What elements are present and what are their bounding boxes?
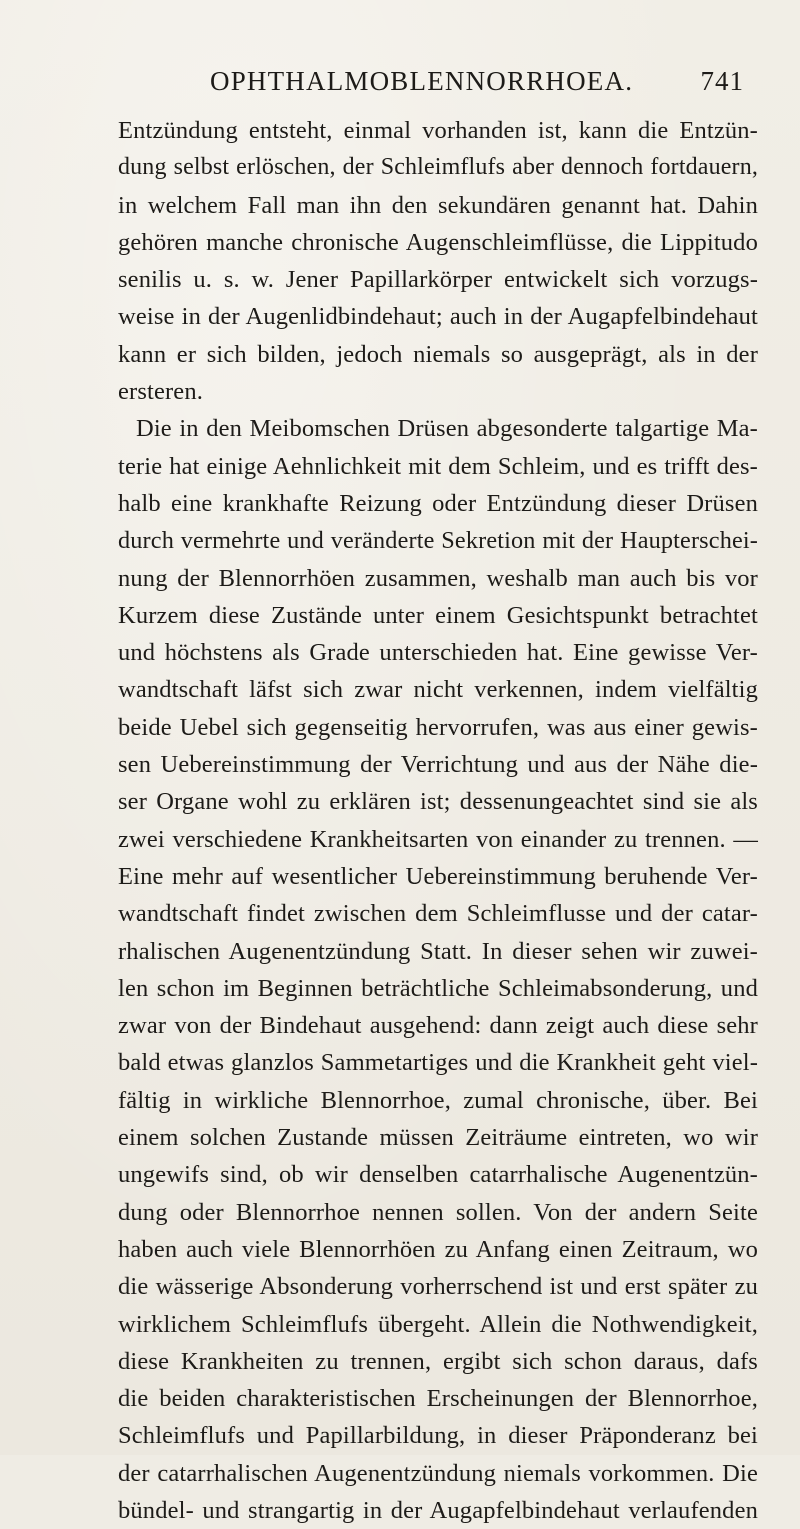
- text-line: Kurzem diese Zustände unter einem Gesichtspunkt betrachtet: [118, 601, 758, 629]
- running-head: [118, 66, 758, 106]
- text-line: len schon im Beginnen beträchtliche Schleimabsonderung, und: [118, 974, 758, 1002]
- text-line: ungewifs sind, ob wir denselben catarrhalische Augenentzün-: [118, 1161, 758, 1189]
- text-line: bündel- und strangartig in der Augapfelbindehaut verlaufenden: [118, 1496, 758, 1524]
- text-line: beide Uebel sich gegenseitig hervorrufen, was aus einer gewis-: [118, 713, 758, 741]
- text-line: der catarrhalischen Augenentzündung niemals vorkommen. Die: [118, 1459, 758, 1487]
- text-line: wandtschaft findet zwischen dem Schleimflusse und der catar-: [118, 900, 758, 928]
- page-number: 741: [700, 66, 744, 96]
- text-line: kann er sich bilden, jedoch niemals so ausgeprägt, als in der: [118, 340, 758, 368]
- text-line: sen Uebereinstimmung der Verrichtung und aus der Nähe die-: [118, 751, 758, 779]
- text-line: fältig in wirkliche Blennorrhoe, zumal chronische, über. Bei: [118, 1086, 758, 1114]
- text-line: Eine mehr auf wesentlicher Uebereinstimmung beruhende Ver-: [118, 862, 758, 890]
- text-line: gehören manche chronische Augenschleimflüsse, die Lippitudo: [118, 228, 758, 256]
- text-line: dung selbst erlöschen, der Schleimflufs aber dennoch fortdauern,: [118, 154, 758, 181]
- text-line: zwar von der Bindehaut ausgehend: dann zeigt auch diese sehr: [118, 1012, 758, 1040]
- text-line: terie hat einige Aehnlichkeit mit dem Schleim, und es trifft des-: [118, 452, 758, 480]
- text-line: Entzündung entsteht, einmal vorhanden ist, kann die Entzün-: [118, 117, 758, 144]
- text-line: durch vermehrte und veränderte Sekretion mit der Haupterschei-: [118, 527, 758, 555]
- text-line: halb eine krankhafte Reizung oder Entzündung dieser Drüsen: [118, 489, 758, 517]
- text-line: ser Organe wohl zu erklären ist; dessenungeachtet sind sie als: [118, 788, 758, 816]
- text-line: haben auch viele Blennorrhöen zu Anfang einen Zeitraum, wo: [118, 1235, 758, 1263]
- text-line: dung oder Blennorrhoe nennen sollen. Von der andern Seite: [118, 1198, 758, 1226]
- text-line: einem solchen Zustande müssen Zeiträume eintreten, wo wir: [118, 1124, 758, 1152]
- text-line: bald etwas glanzlos Sammetartiges und die Krankheit geht viel-: [118, 1049, 758, 1077]
- text-line: weise in der Augenlidbindehaut; auch in der Augapfelbindehaut: [118, 303, 758, 331]
- running-title: OPHTHALMOBLENNORRHOEA.: [210, 66, 634, 96]
- text-line: wandtschaft läfst sich zwar nicht verkennen, indem vielfältig: [118, 676, 758, 704]
- text-line: wirklichem Schleimflufs übergeht. Allein die Nothwendigkeit,: [118, 1310, 758, 1338]
- text-line: Die in den Meibomschen Drüsen abgesonderte talgartige Ma-: [136, 415, 758, 443]
- text-line: ersteren.: [118, 378, 204, 406]
- text-line: rhalischen Augenentzündung Statt. In dieser sehen wir zuwei-: [118, 937, 758, 965]
- text-line: und höchstens als Grade unterschieden hat. Eine gewisse Ver-: [118, 639, 758, 667]
- text-line: die wässerige Absonderung vorherrschend ist und erst später zu: [118, 1273, 758, 1301]
- text-line: die beiden charakteristischen Erscheinungen der Blennorrhoe,: [118, 1385, 758, 1413]
- text-line: Schleimflufs und Papillarbildung, in dieser Präponderanz bei: [118, 1422, 758, 1450]
- text-line: diese Krankheiten zu trennen, ergibt sich schon daraus, dafs: [118, 1347, 758, 1375]
- text-line: zwei verschiedene Krankheitsarten von einander zu trennen. —: [118, 825, 758, 853]
- text-line: nung der Blennorrhöen zusammen, weshalb man auch bis vor: [118, 564, 758, 592]
- text-line: in welchem Fall man ihn den sekundären genannt hat. Dahin: [118, 191, 758, 219]
- body-text: [118, 112, 758, 1529]
- text-line: senilis u. s. w. Jener Papillarkörper entwickelt sich vorzugs-: [118, 266, 758, 294]
